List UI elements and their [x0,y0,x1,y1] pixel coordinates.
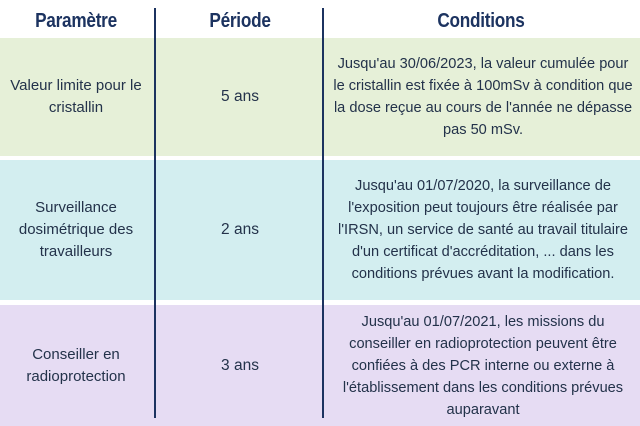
row-period [160,160,320,300]
row-conditions [326,38,640,156]
row-param-text: Valeur limite pour le cristallin [10,77,142,116]
row-param-text: Surveillance dosimétrique des travailleurs [18,199,134,260]
row-period-text: 5 ans [221,88,259,105]
row-param-text: Conseiller en radioprotection [26,345,126,385]
row-param [0,160,152,300]
header-period: Période [209,10,271,32]
row-conditions-text: Jusqu'au 30/06/2023, la valeur cumulée pour le cristallin est fixée à 100mSv à condition que la dose reçue au cours de l'année ne dépasse pas 50 mSv. [333,56,633,138]
row-conditions [326,160,640,300]
row-conditions [326,305,640,426]
table-row [0,160,640,300]
row-conditions-text: Jusqu'au 01/07/2021, les missions du conseiller en radioprotection peuvent être confiées à des PCR interne ou externe à l'établissement dans les conditions prévues auparavant [342,313,624,418]
column-divider [322,8,324,418]
row-period [160,38,320,156]
row-conditions-text: Jusqu'au 01/07/2020, la surveillance de l'exposition peut toujours être réalisée par l'IRSN, un service de santé au travail titulaire d'un certificat d'accréditation, ... dans les conditions prévues avant la modification. [338,178,628,282]
row-period-text: 3 ans [221,356,259,374]
table-row [0,305,640,426]
header-param: Paramètre [35,10,117,32]
row-period-text: 2 ans [221,221,259,238]
row-param [0,38,152,156]
row-period [160,305,320,426]
header-conditions: Conditions [437,10,525,32]
column-divider [154,8,156,418]
table-row [0,38,640,156]
row-param [0,305,152,426]
